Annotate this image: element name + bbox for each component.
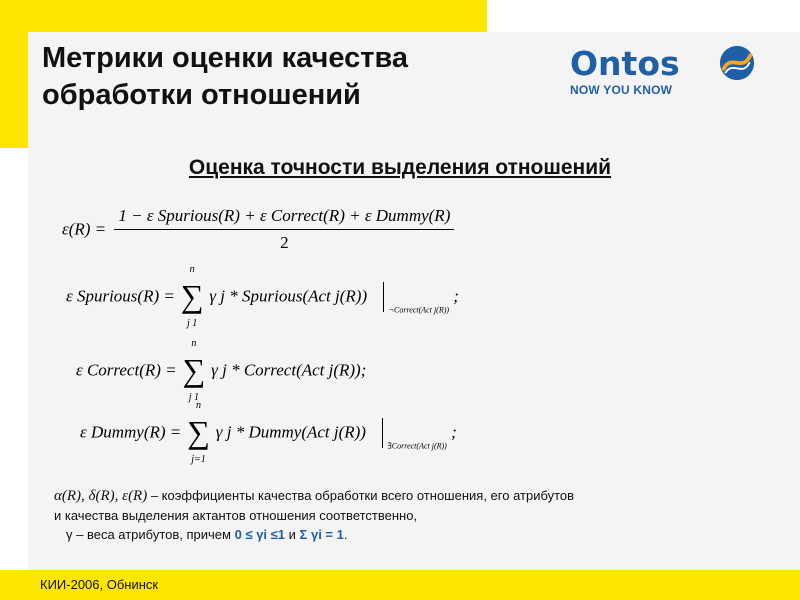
section-subtitle: Оценка точности выделения отношений bbox=[188, 156, 612, 179]
formula-3-lhs: ε Correct(R) = bbox=[76, 360, 177, 380]
formula-4-sum-bottom: j=1 bbox=[191, 454, 206, 465]
formula-correct bbox=[76, 338, 367, 403]
sum-icon: ∑ bbox=[182, 352, 206, 388]
left-yellow-band bbox=[0, 0, 28, 148]
coefficients-note bbox=[54, 486, 754, 544]
formula-3-sum-bottom: j 1 bbox=[188, 392, 200, 403]
formula-spurious bbox=[66, 264, 459, 329]
top-yellow-band bbox=[0, 0, 487, 32]
formula-overall-accuracy bbox=[62, 206, 454, 253]
note-condition-1: 0 ≤ γi ≤1 bbox=[234, 527, 286, 542]
formula-4-end: ; bbox=[451, 422, 457, 442]
formula-1-fraction bbox=[114, 206, 454, 253]
note-end: . bbox=[343, 527, 348, 542]
formula-2-restriction-bar bbox=[383, 282, 384, 312]
slide-title-line-1: Метрики оценки качества bbox=[42, 42, 409, 74]
formula-2-sum bbox=[179, 264, 205, 329]
formula-2-body: γ j * Spurious(Act j(R)) bbox=[209, 286, 368, 306]
logo-tagline: NOW YOU KNOW bbox=[570, 83, 673, 97]
formula-1-denominator: 2 bbox=[280, 233, 289, 252]
sum-icon: ∑ bbox=[180, 278, 204, 314]
note-line-1 bbox=[54, 486, 754, 506]
formula-4-condition: ∃Correct(Act j(R)) bbox=[387, 441, 447, 451]
formula-3-sum-top: n bbox=[191, 338, 197, 349]
formula-2-condition: ¬Correct(Act j(R)) bbox=[388, 305, 450, 315]
note-coefficients: α(R), δ(R), ε(R) bbox=[54, 488, 148, 504]
sum-icon: ∑ bbox=[187, 414, 210, 450]
formula-1-lhs: ε(R) = bbox=[62, 219, 107, 239]
formula-2-sum-top: n bbox=[189, 264, 195, 275]
note-and: и bbox=[288, 527, 296, 542]
formula-2-sum-bottom: j 1 bbox=[186, 318, 198, 329]
logo-swirl-icon bbox=[718, 44, 756, 82]
formula-2-end: ; bbox=[453, 286, 459, 306]
formula-3-sum bbox=[181, 338, 207, 403]
ontos-logo bbox=[566, 44, 761, 100]
note-line-3-prefix: γ – веса атрибутов, причем bbox=[66, 527, 231, 542]
note-condition-2: Σ γi = 1 bbox=[299, 527, 344, 542]
formula-3-body: γ j * Correct(Act j(R)); bbox=[211, 360, 367, 380]
logo-wordmark: Ontos bbox=[570, 44, 680, 83]
formula-dummy bbox=[80, 400, 457, 465]
formula-4-lhs: ε Dummy(R) = bbox=[80, 422, 182, 442]
formula-4-sum bbox=[186, 400, 212, 465]
slide-title-line-2: обработки отношений bbox=[42, 79, 361, 111]
formula-4-restriction-bar bbox=[382, 418, 383, 448]
note-line-1-text: – коэффициенты качества обработки всего отношения, его атрибутов bbox=[150, 488, 575, 503]
note-line-3 bbox=[54, 525, 754, 544]
note-line-2: и качества выделения актантов отношения соответственно, bbox=[54, 508, 418, 523]
footer-text: КИИ-2006, Обнинск bbox=[40, 577, 159, 592]
formula-2-lhs: ε Spurious(R) = bbox=[66, 286, 175, 306]
formula-4-sum-top: n bbox=[196, 400, 202, 411]
formula-4-body: γ j * Dummy(Act j(R)) bbox=[215, 422, 366, 442]
formula-1-numerator: 1 − ε Spurious(R) + ε Correct(R) + ε Dummy(R) bbox=[114, 206, 454, 230]
slide-title bbox=[42, 40, 482, 114]
